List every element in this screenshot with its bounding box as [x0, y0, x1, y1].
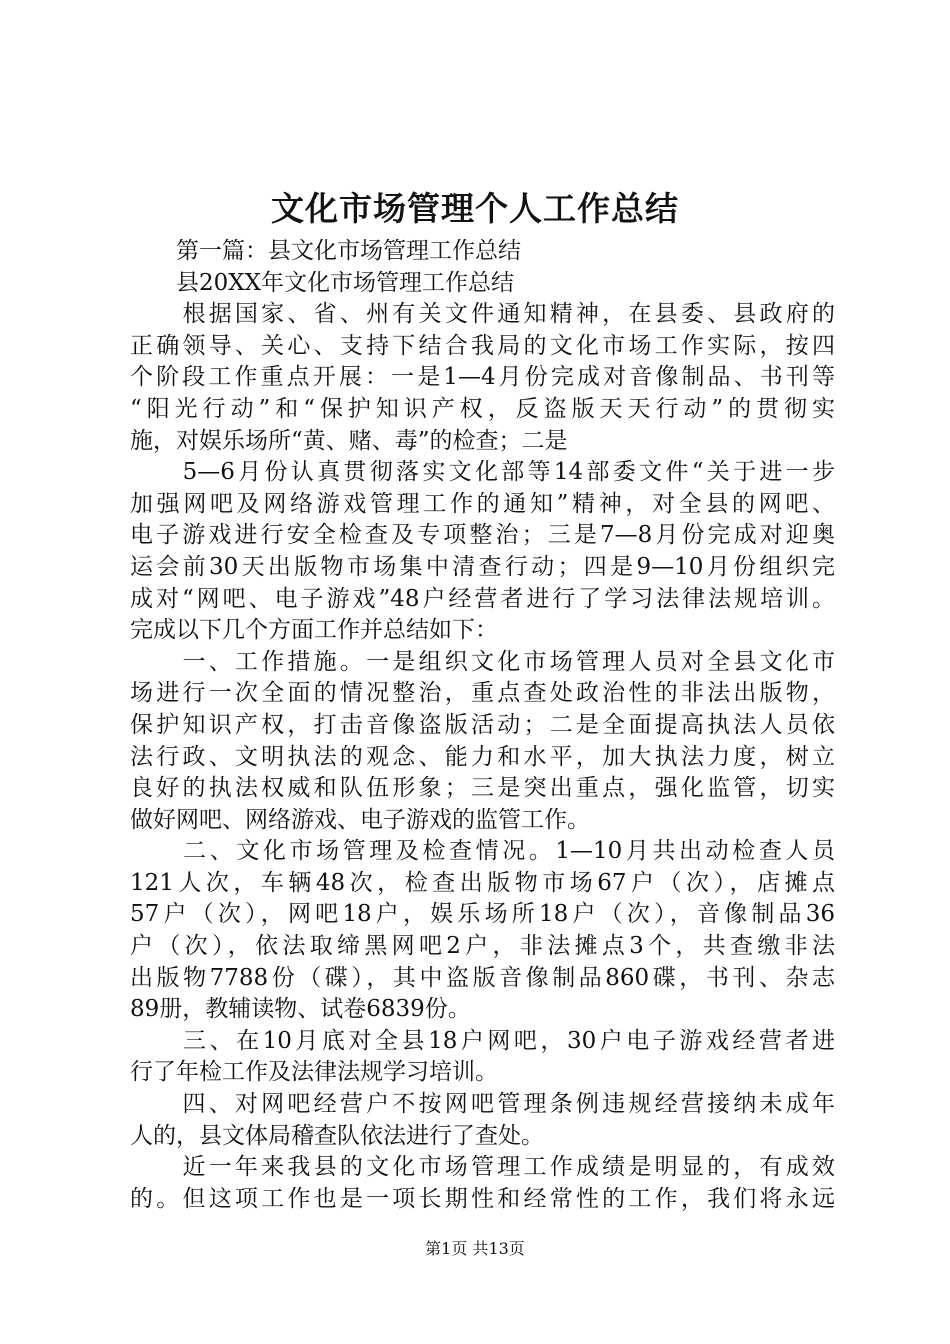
document-body	[130, 236, 835, 1215]
page-footer: 第1页 共13页	[425, 1239, 525, 1258]
body-text-line: 第一篇：县文化市场管理工作总结	[130, 238, 521, 264]
body-text-line: “阳光行动”和“保护知识产权，反盗版天天行动”的贯彻实	[130, 395, 835, 422]
body-text-line: 法行政、文明执法的观念、能力和水平，加大执法力度，树立	[130, 743, 835, 770]
body-text-line: 良好的执法权威和队伍形象；三是突出重点，强化监管，切实	[130, 775, 835, 802]
body-text-line: 运会前30天出版物市场集中清查行动；四是9—10月份组织完	[130, 553, 835, 580]
document-title: 文化市场管理个人工作总结	[271, 189, 679, 228]
body-text-line: 县20XX年文化市场管理工作总结	[130, 269, 515, 296]
body-text-line: 行了年检工作及法律法规学习培训。	[130, 1059, 498, 1086]
body-text-line: 的。但这项工作也是一项长期性和经常性的工作，我们将永远	[130, 1185, 835, 1212]
body-text-line: 121人次，车辆48次，检查出版物市场67户（次），店摊点	[130, 869, 835, 896]
body-text-line: 施，对娱乐场所“黄、赌、毒”的检查；二是	[130, 427, 568, 454]
body-text-line: 出版物7788份（碟），其中盗版音像制品860碟，书刊、杂志	[130, 964, 835, 991]
body-text-line: 个阶段工作重点开展：一是1—4月份完成对音像制品、书刊等	[130, 364, 835, 391]
body-text-line: 根据国家、省、州有关文件通知精神，在县委、县政府的	[130, 301, 835, 328]
body-text-line: 二、文化市场管理及检查情况。1—10月共出动检查人员	[130, 838, 835, 865]
body-text-line: 近一年来我县的文化市场管理工作成绩是明显的，有成效	[130, 1154, 835, 1181]
body-text-line: 加强网吧及网络游戏管理工作的通知”精神，对全县的网吧、	[130, 490, 835, 517]
body-text-line: 完成以下几个方面工作并总结如下：	[130, 617, 498, 644]
body-text-line: 四、对网吧经营户不按网吧管理条例违规经营接纳未成年	[130, 1091, 835, 1118]
body-text-line: 保护知识产权，打击音像盗版活动；二是全面提高执法人员依	[130, 711, 835, 738]
body-text-line: 正确领导、关心、支持下结合我局的文化市场工作实际，按四	[130, 332, 835, 359]
body-text-line: 场进行一次全面的情况整治，重点查处政治性的非法出版物，	[130, 680, 835, 707]
body-text-line: 一、工作措施。一是组织文化市场管理人员对全县文化市	[130, 648, 835, 675]
body-text-line: 人的，县文体局稽查队依法进行了查处。	[130, 1122, 544, 1149]
body-text-line: 57户（次），网吧18户，娱乐场所18户（次），音像制品36	[130, 901, 835, 928]
body-text-line: 成对“网吧、电子游戏”48户经营者进行了学习法律法规培训。	[130, 585, 835, 612]
body-text-line: 户（次），依法取缔黑网吧2户，非法摊点3个，共查缴非法	[130, 933, 835, 960]
body-text-line: 5—6月份认真贯彻落实文化部等14部委文件“关于进一步	[130, 459, 835, 486]
body-text-line: 做好网吧、网络游戏、电子游戏的监管工作。	[130, 806, 590, 833]
body-text-line: 89册，教辅读物、试卷6839份。	[130, 996, 471, 1023]
body-text-line: 三、在10月底对全县18户网吧，30户电子游戏经营者进	[130, 1027, 835, 1054]
body-text-line: 电子游戏进行安全检查及专项整治；三是7—8月份完成对迎奥	[130, 522, 835, 549]
